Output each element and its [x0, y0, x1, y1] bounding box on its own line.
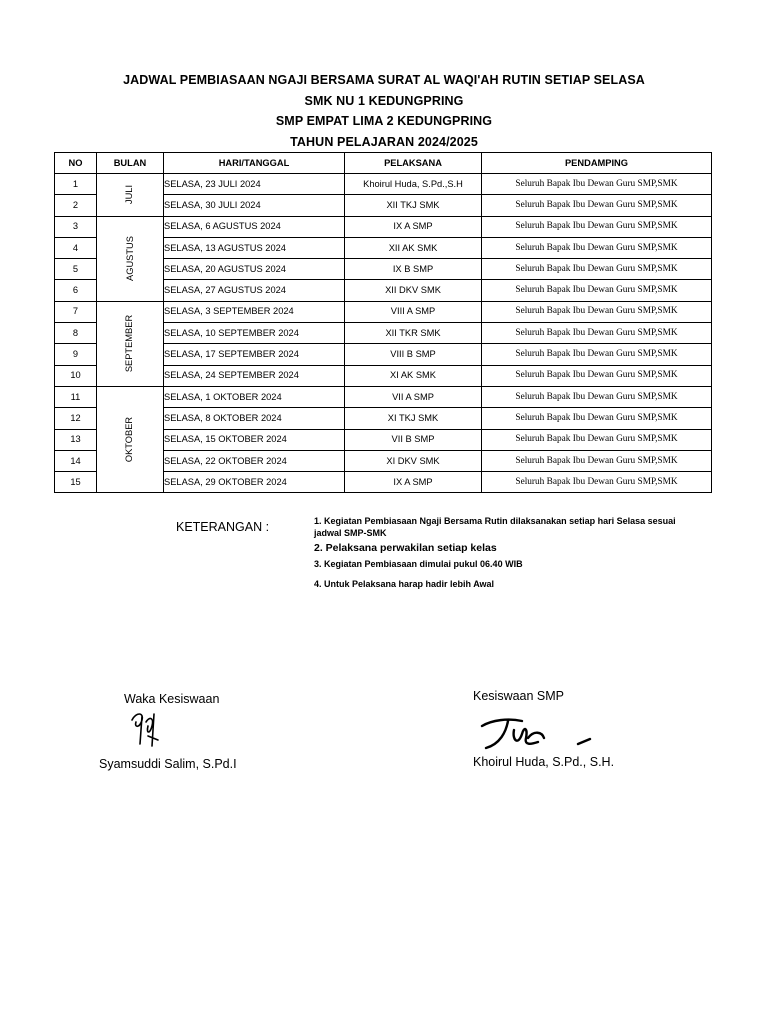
note-1: 1. Kegiatan Pembiasaan Ngaji Bersama Rutin dilaksanakan setiap hari Selasa sesuai jadwal SMP-SMK: [314, 516, 676, 538]
row-date: SELASA, 29 OKTOBER 2024: [164, 472, 345, 493]
row-no: 5: [55, 259, 97, 280]
row-pelaksana: XII DKV SMK: [345, 280, 482, 301]
row-no: 9: [55, 344, 97, 365]
row-pendamping: Seluruh Bapak Ibu Dewan Guru SMP,SMK: [482, 323, 712, 344]
row-no: 8: [55, 323, 97, 344]
table-row: [55, 216, 712, 237]
signature-left-name: Syamsuddi Salim, S.Pd.I: [99, 757, 237, 771]
month-label: AGUSTUS: [124, 236, 135, 282]
row-pendamping: Seluruh Bapak Ibu Dewan Guru SMP,SMK: [482, 450, 712, 471]
row-pelaksana: XII TKJ SMK: [345, 195, 482, 216]
document-header: [0, 70, 768, 152]
table-row: [55, 174, 712, 195]
row-date: SELASA, 3 SEPTEMBER 2024: [164, 301, 345, 322]
row-pelaksana: XI DKV SMK: [345, 450, 482, 471]
row-pendamping: Seluruh Bapak Ibu Dewan Guru SMP,SMK: [482, 301, 712, 322]
row-pelaksana: VIII A SMP: [345, 301, 482, 322]
row-pelaksana: IX A SMP: [345, 216, 482, 237]
row-no: 2: [55, 195, 97, 216]
row-date: SELASA, 30 JULI 2024: [164, 195, 345, 216]
row-pelaksana: XI TKJ SMK: [345, 408, 482, 429]
title-line-3: SMP EMPAT LIMA 2 KEDUNGPRING: [275, 114, 493, 128]
month-label: SEPTEMBER: [124, 315, 135, 373]
row-no: 6: [55, 280, 97, 301]
row-pendamping: Seluruh Bapak Ibu Dewan Guru SMP,SMK: [482, 259, 712, 280]
month-cell-juli: [97, 174, 164, 217]
title-line-2: SMK NU 1 KEDUNGPRING: [304, 93, 464, 108]
row-no: 10: [55, 365, 97, 386]
row-date: SELASA, 22 OKTOBER 2024: [164, 450, 345, 471]
schedule-table: [54, 152, 712, 493]
row-no: 15: [55, 472, 97, 493]
month-cell-september: [97, 301, 164, 386]
row-no: 3: [55, 216, 97, 237]
row-no: 4: [55, 237, 97, 258]
table-header-row: [55, 153, 712, 174]
row-pelaksana: XI AK SMK: [345, 365, 482, 386]
month-cell-oktober: [97, 386, 164, 492]
row-date: SELASA, 24 SEPTEMBER 2024: [164, 365, 345, 386]
month-cell-agustus: [97, 216, 164, 301]
title-line-4: TAHUN PELAJARAN 2024/2025: [290, 134, 478, 149]
signature-left-image: [128, 706, 168, 754]
row-pelaksana: XII AK SMK: [345, 237, 482, 258]
note-2: 2. Pelaksana perwakilan setiap kelas: [314, 542, 497, 554]
row-pendamping: Seluruh Bapak Ibu Dewan Guru SMP,SMK: [482, 174, 712, 195]
row-no: 11: [55, 386, 97, 407]
row-no: 7: [55, 301, 97, 322]
row-pendamping: Seluruh Bapak Ibu Dewan Guru SMP,SMK: [482, 280, 712, 301]
signature-right-image: [478, 712, 598, 754]
row-pelaksana: VII B SMP: [345, 429, 482, 450]
month-label: JULI: [124, 185, 135, 205]
row-pendamping: Seluruh Bapak Ibu Dewan Guru SMP,SMK: [482, 237, 712, 258]
row-date: SELASA, 20 AGUSTUS 2024: [164, 259, 345, 280]
row-pelaksana: VIII B SMP: [345, 344, 482, 365]
row-pendamping: Seluruh Bapak Ibu Dewan Guru SMP,SMK: [482, 344, 712, 365]
row-no: 1: [55, 174, 97, 195]
header-pelaksana: PELAKSANA: [345, 153, 482, 174]
row-no: 12: [55, 408, 97, 429]
title-line-1: JADWAL PEMBIASAAN NGAJI BERSAMA SURAT AL WAQI'AH RUTIN SETIAP SELASA: [123, 73, 645, 87]
row-pendamping: Seluruh Bapak Ibu Dewan Guru SMP,SMK: [482, 195, 712, 216]
signature-right-name: Khoirul Huda, S.Pd., S.H.: [473, 755, 615, 769]
table-row: [55, 386, 712, 407]
row-pelaksana: XII TKR SMK: [345, 323, 482, 344]
row-date: SELASA, 1 OKTOBER 2024: [164, 386, 345, 407]
row-pelaksana: IX A SMP: [345, 472, 482, 493]
row-pendamping: Seluruh Bapak Ibu Dewan Guru SMP,SMK: [482, 386, 712, 407]
signature-left-title: Waka Kesiswaan: [124, 692, 220, 706]
signature-right-title: Kesiswaan SMP: [473, 689, 565, 703]
row-date: SELASA, 17 SEPTEMBER 2024: [164, 344, 345, 365]
row-date: SELASA, 13 AGUSTUS 2024: [164, 237, 345, 258]
row-date: SELASA, 15 OKTOBER 2024: [164, 429, 345, 450]
table-row: [55, 301, 712, 322]
header-tanggal: HARI/TANGGAL: [164, 153, 345, 174]
row-no: 13: [55, 429, 97, 450]
keterangan-label: KETERANGAN :: [176, 520, 270, 534]
row-date: SELASA, 8 OKTOBER 2024: [164, 408, 345, 429]
month-label: OKTOBER: [124, 417, 135, 463]
row-date: SELASA, 10 SEPTEMBER 2024: [164, 323, 345, 344]
row-no: 14: [55, 450, 97, 471]
row-pendamping: Seluruh Bapak Ibu Dewan Guru SMP,SMK: [482, 408, 712, 429]
row-pelaksana: IX B SMP: [345, 259, 482, 280]
notes-list: [314, 516, 694, 591]
row-date: SELASA, 27 AGUSTUS 2024: [164, 280, 345, 301]
row-pendamping: Seluruh Bapak Ibu Dewan Guru SMP,SMK: [482, 216, 712, 237]
row-pelaksana: VII A SMP: [345, 386, 482, 407]
row-date: SELASA, 23 JULI 2024: [164, 174, 345, 195]
header-no: NO: [55, 153, 97, 174]
header-pendamping: PENDAMPING: [482, 153, 712, 174]
note-4: 4. Untuk Pelaksana harap hadir lebih Awal: [314, 579, 495, 589]
row-date: SELASA, 6 AGUSTUS 2024: [164, 216, 345, 237]
row-pendamping: Seluruh Bapak Ibu Dewan Guru SMP,SMK: [482, 429, 712, 450]
note-3: 3. Kegiatan Pembiasaan dimulai pukul 06.40 WIB: [314, 558, 523, 569]
row-pendamping: Seluruh Bapak Ibu Dewan Guru SMP,SMK: [482, 472, 712, 493]
header-bulan: BULAN: [97, 153, 164, 174]
row-pendamping: Seluruh Bapak Ibu Dewan Guru SMP,SMK: [482, 365, 712, 386]
row-pelaksana: Khoirul Huda, S.Pd.,S.H: [345, 174, 482, 195]
